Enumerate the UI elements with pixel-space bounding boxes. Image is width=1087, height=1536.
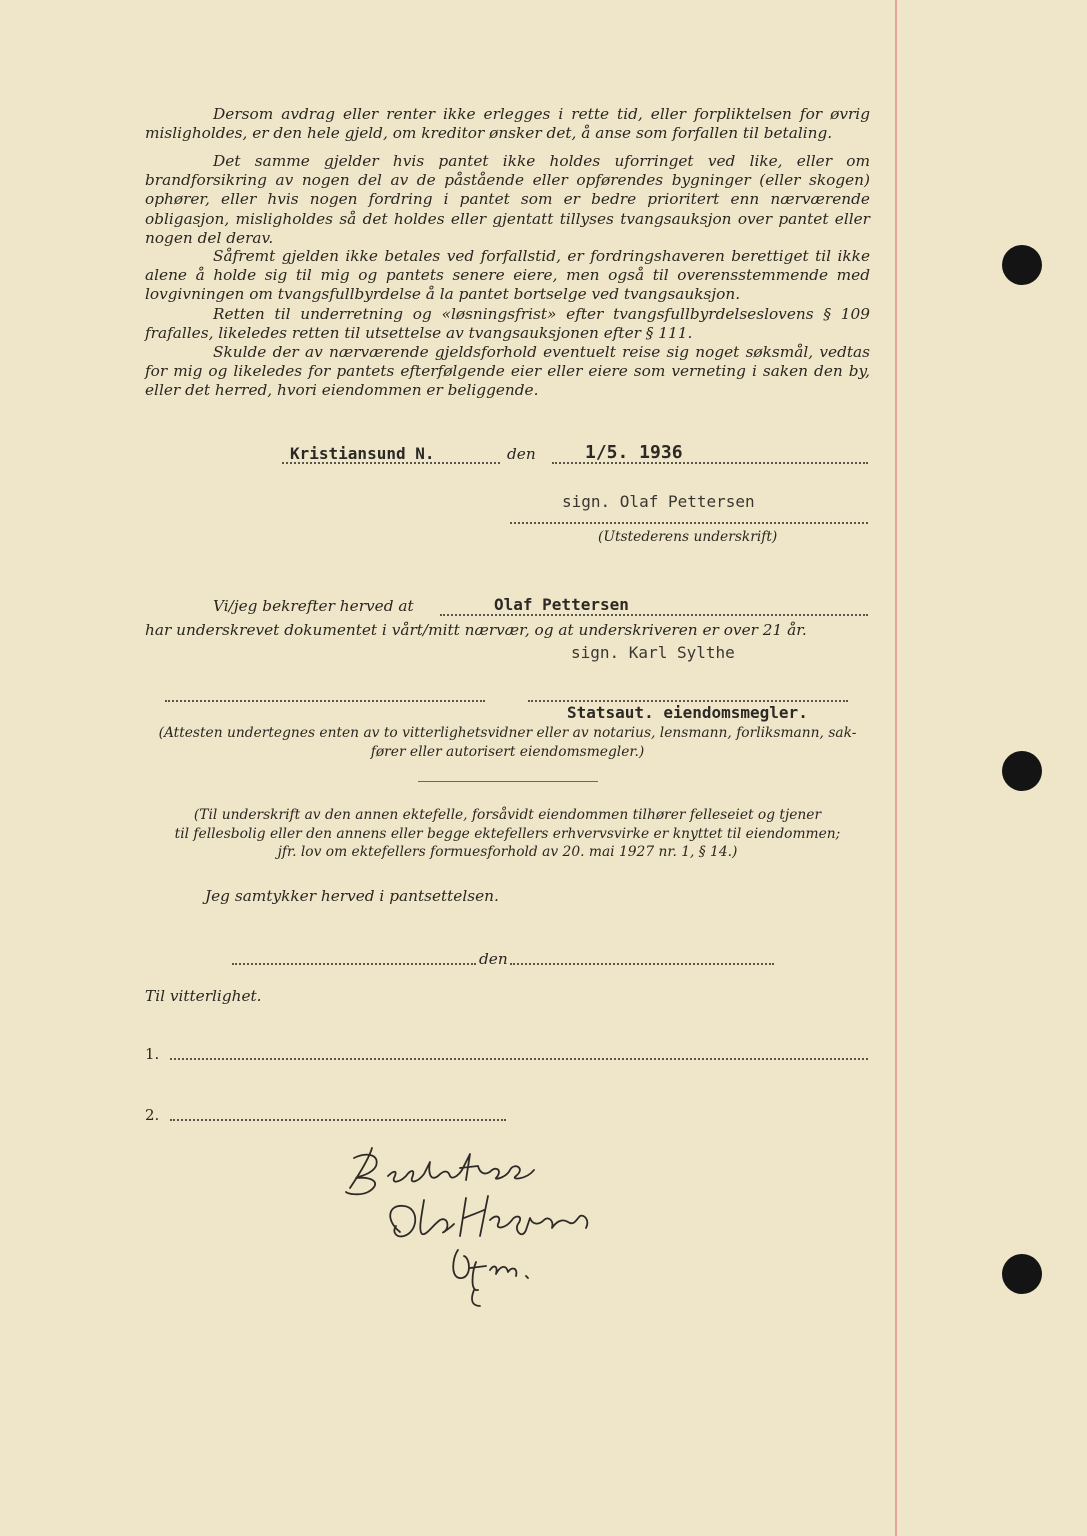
binder-hole-top [1002,245,1042,285]
attest-name-line [440,614,868,616]
witness-1-line [170,1058,868,1060]
spouse-place-line [232,963,476,965]
attest-signature: sign. Karl Sylthe [571,643,735,662]
terms-paragraph-4: Retten til underretning og «løsningsfrist» efter tvangsfullbyrdelseslovens § 109 frafalles, likeledes retten til utsettelse av tvangsauksjonen efter § 111. [145,305,870,343]
issuer-signature: sign. Olaf Pettersen [562,492,755,511]
terms-paragraph-1: Dersom avdrag eller renter ikke erlegges i rette tid, eller forpliktelsen for øvrig misligholdes, er den hele gjeld, om kreditor ønsker det, å anse som forfallen til betaling. [145,105,870,143]
spouse-consent: Jeg samtykker herved i pantsettelsen. [205,887,499,905]
terms-paragraph-5: Skulde der av nærværende gjeldsforhold eventuelt reise sig noget søksmål, vedtas for mig og likeledes for pantets efterfølgende eier eller eiere som verneting i saken den by, eller det herred, hvori eiendommen er beliggende. [145,343,870,400]
witness-sign-line-left [165,700,485,702]
witness-label: Til vitterlighet. [145,987,262,1005]
attest-name: Olaf Pettersen [494,595,629,614]
issuer-caption: (Utstederens underskrift) [598,529,778,545]
attest-statement: har underskrevet dokumentet i vårt/mitt nærvær, og at underskriveren er over 21 år. [145,621,807,639]
spouse-note: (Til underskrift av den annen ektefelle, forsåvidt eiendommen tilhører felleseiet og tjener til fellesbolig eller den annens eller begge ektefellers erhvervsvirke er knyttet til eiendommen; jfr. lov om ektefellers formuesforhold av 20. mai 1927 nr. 1, § 14.) [174,807,841,860]
witness-2-number: 2. [145,1106,160,1124]
attest-label: Vi/jeg bekrefter herved at [213,597,414,615]
attest-title: Statsaut. eiendomsmegler. [567,703,808,722]
issuer-date: 1/5. 1936 [585,442,683,463]
handwritten-confirmation [330,1140,630,1310]
section-divider [418,781,598,782]
binder-hole-bottom [1002,1254,1042,1294]
terms-paragraph-3: Såfremt gjelden ikke betales ved forfallstid, er fordringshaveren berettiget til ikke alene å holde sig til mig og pantets senere eiere, men også til overensstemmende med lovgivningen om tvangsfullbyrdelse å la pantet bortselge ved tvangsauksjon. [145,247,870,304]
witness-2-line [170,1119,506,1121]
spouse-date-line [510,963,774,965]
issuer-place: Kristiansund N. [290,444,435,463]
binder-hole-middle [1002,751,1042,791]
attest-note: (Attesten undertegnes enten av to vitterlighetsvidner eller av notarius, lensmann, forliksmann, sak- fører eller autorisert eiendomsmegler.) [158,725,857,760]
witness-1-number: 1. [145,1045,160,1063]
witness-sign-line-right [528,700,848,702]
issuer-signature-line [510,522,868,524]
terms-paragraph-2: Det samme gjelder hvis pantet ikke holdes uforringet ved like, eller om brandforsikring av nogen del av de påstående eller opførendes bygninger (eller skogen) ophører, eller hvis nogen fordring i pantet som er bedre prioritert enn nærværende obligasjon, misligholdes så det holdes eller gjentatt tillyses tvangsauksjon over pantet eller nogen del derav. [145,152,870,247]
spouse-den-label: den [479,950,508,968]
margin-rule [895,0,897,1536]
issuer-den-label: den [507,445,536,463]
